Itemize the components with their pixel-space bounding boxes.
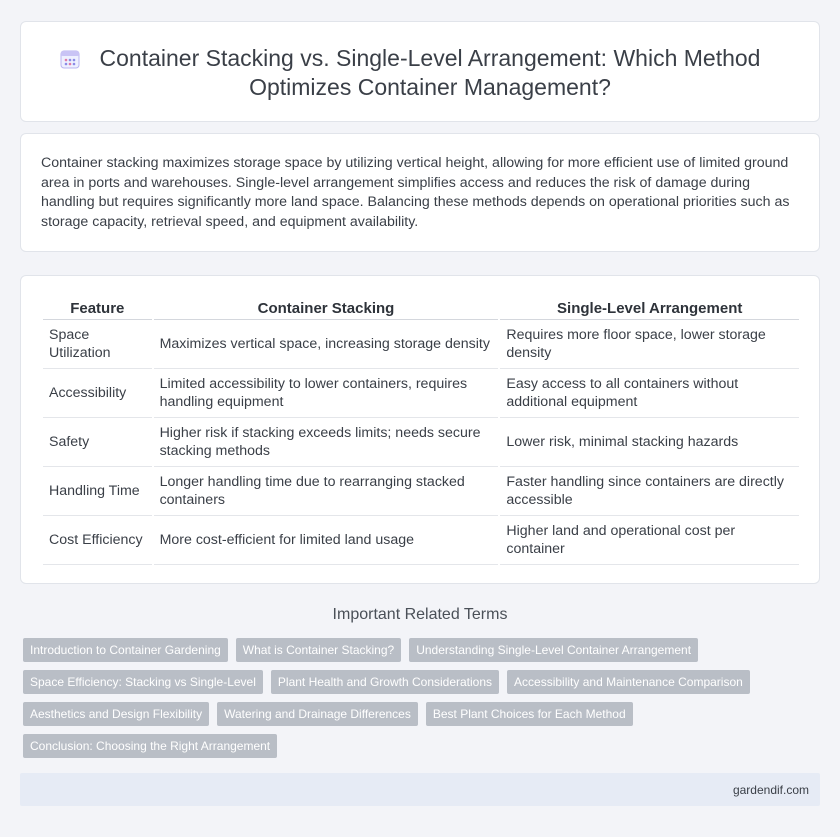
related-term-tag[interactable]: Plant Health and Growth Considerations xyxy=(271,670,499,694)
related-term-tag[interactable]: Aesthetics and Design Flexibility xyxy=(23,702,209,726)
header-feature: Feature xyxy=(43,295,152,320)
table-header-row xyxy=(43,295,799,320)
related-term-tag[interactable]: What is Container Stacking? xyxy=(236,638,401,662)
related-term-tag[interactable]: Best Plant Choices for Each Method xyxy=(426,702,633,726)
related-term-tag[interactable]: Introduction to Container Gardening xyxy=(23,638,228,662)
related-term-tag[interactable]: Accessibility and Maintenance Comparison xyxy=(507,670,750,694)
comparison-table-card xyxy=(20,275,820,584)
table-row xyxy=(43,516,799,565)
table-row xyxy=(43,369,799,418)
table-row xyxy=(43,467,799,516)
summary-paragraph: Container stacking maximizes storage space by utilizing vertical height, allowing for more efficient use of limited ground area in ports and warehouses. Single-level arrangement simplifies access and reduces the risk of damage during handling but requires significantly more land space. Balancing these methods depends on operational priorities such as storage capacity, retrieval speed, and equipment availability. xyxy=(41,155,790,230)
table-cell: Requires more floor space, lower storage density xyxy=(500,320,799,369)
footer-site-link[interactable]: gardendif.com xyxy=(732,783,809,797)
table-cell: Higher risk if stacking exceeds limits; needs secure stacking methods xyxy=(154,418,499,467)
table-cell: Easy access to all containers without additional equipment xyxy=(500,369,799,418)
related-term-tag[interactable]: Conclusion: Choosing the Right Arrangement xyxy=(23,734,277,758)
related-term-tag[interactable]: Watering and Drainage Differences xyxy=(217,702,418,726)
related-term-tag[interactable]: Space Efficiency: Stacking vs Single-Level xyxy=(23,670,263,694)
table-row xyxy=(43,320,799,369)
table-cell: Safety xyxy=(43,418,152,467)
related-terms-list xyxy=(23,638,813,766)
summary-card xyxy=(20,133,820,252)
footer xyxy=(20,773,820,806)
header-single-level: Single-Level Arrangement xyxy=(500,295,799,320)
related-term-tag[interactable]: Understanding Single-Level Container Arrangement xyxy=(409,638,698,662)
table-cell: Faster handling since containers are directly accessible xyxy=(500,467,799,516)
table-cell: Cost Efficiency xyxy=(43,516,152,565)
table-cell: Maximizes vertical space, increasing storage density xyxy=(154,320,499,369)
related-terms-heading: Important Related Terms xyxy=(332,606,508,623)
table-cell: Handling Time xyxy=(43,467,152,516)
title-card xyxy=(20,21,820,122)
table-cell: More cost-efficient for limited land usage xyxy=(154,516,499,565)
table-cell: Higher land and operational cost per container xyxy=(500,516,799,565)
table-cell: Lower risk, minimal stacking hazards xyxy=(500,418,799,467)
header-container-stacking: Container Stacking xyxy=(154,295,499,320)
page-title: Container Stacking vs. Single-Level Arrangement: Which Method Optimizes Container Management? xyxy=(99,45,761,100)
table-cell: Accessibility xyxy=(43,369,152,418)
table-row xyxy=(43,418,799,467)
comparison-table xyxy=(41,295,801,565)
table-cell: Space Utilization xyxy=(43,320,152,369)
table-cell: Limited accessibility to lower containers, requires handling equipment xyxy=(154,369,499,418)
table-cell: Longer handling time due to rearranging stacked containers xyxy=(154,467,499,516)
